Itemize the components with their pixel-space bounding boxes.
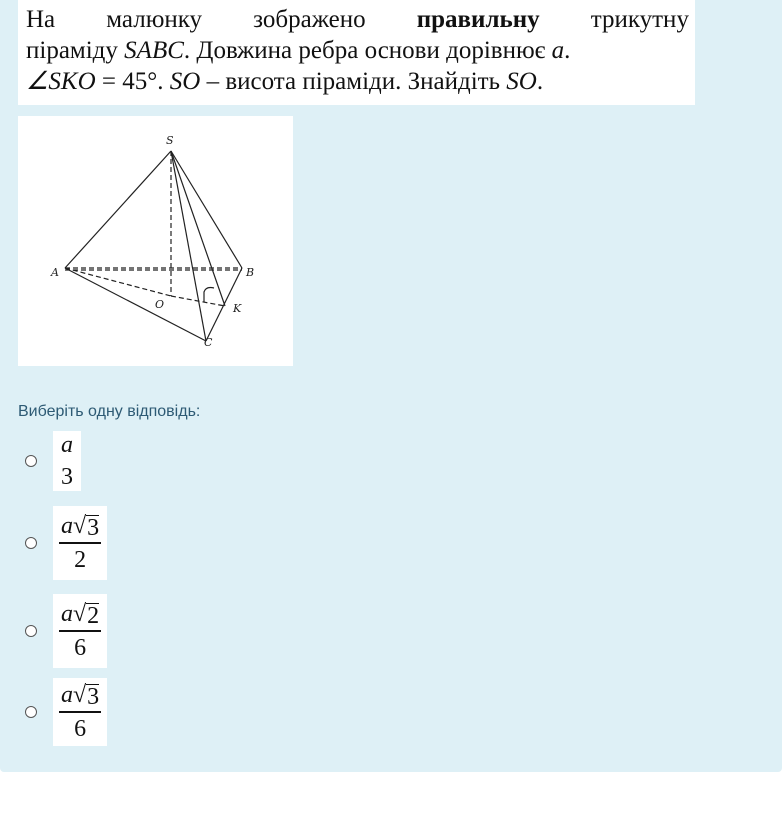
pyramid-diagram bbox=[18, 116, 293, 366]
edge-ac bbox=[65, 268, 206, 341]
label-o: O bbox=[155, 298, 165, 311]
label-b: B bbox=[246, 266, 255, 279]
answer-option-3[interactable] bbox=[25, 594, 107, 668]
label-k: K bbox=[233, 302, 242, 315]
question-text bbox=[18, 0, 695, 105]
label-a: A bbox=[51, 266, 59, 279]
radio-button[interactable] bbox=[25, 625, 37, 637]
word-bold: правильну bbox=[416, 6, 540, 33]
numerator-variable: a bbox=[61, 682, 73, 709]
numerator-variable: a bbox=[61, 513, 73, 540]
fraction-bar bbox=[59, 630, 101, 632]
numerator: a bbox=[61, 432, 73, 458]
label-s: S bbox=[166, 134, 174, 147]
answer-option-4[interactable] bbox=[25, 678, 107, 746]
text: . Довжина ребра основи дорівнює bbox=[183, 37, 552, 64]
word: зображено bbox=[253, 6, 366, 33]
answer-option-2[interactable] bbox=[25, 506, 107, 580]
word: малюнку bbox=[106, 6, 203, 33]
radio-button[interactable] bbox=[25, 537, 37, 549]
angle: ∠SKO bbox=[26, 68, 96, 95]
question-line-2 bbox=[26, 35, 689, 66]
fraction bbox=[53, 431, 81, 491]
edge-sk bbox=[171, 151, 225, 306]
pyramid-figure bbox=[18, 116, 293, 366]
denominator: 2 bbox=[74, 546, 87, 573]
fraction bbox=[53, 678, 107, 746]
word: трикутну bbox=[590, 6, 689, 33]
text: піраміду bbox=[26, 37, 125, 64]
radicand: 3 bbox=[87, 684, 100, 711]
square-root: √ 3 bbox=[73, 513, 100, 542]
question-line-3 bbox=[26, 66, 689, 97]
radicand: 3 bbox=[87, 515, 100, 542]
answer-option-1[interactable] bbox=[25, 431, 81, 491]
segment-so: SO bbox=[506, 68, 537, 95]
denominator: 6 bbox=[74, 634, 87, 661]
text: . bbox=[536, 68, 544, 95]
fraction bbox=[53, 594, 107, 668]
radio-button[interactable] bbox=[25, 706, 37, 718]
denominator: 6 bbox=[74, 715, 87, 742]
segment-ao bbox=[65, 268, 171, 296]
fraction-bar bbox=[59, 711, 101, 713]
denominator: 3 bbox=[61, 464, 73, 490]
word: На bbox=[26, 6, 56, 33]
variable-a: a bbox=[551, 37, 565, 64]
radio-button[interactable] bbox=[25, 455, 37, 467]
right-angle-mark bbox=[204, 288, 214, 303]
segment-so: SO bbox=[169, 68, 201, 95]
fraction-bar bbox=[59, 542, 101, 544]
text: = 45°. bbox=[95, 68, 170, 95]
answer-prompt: Виберіть одну відповідь: bbox=[18, 403, 201, 420]
pyramid-name: SABC bbox=[124, 37, 184, 64]
square-root: √ 2 bbox=[73, 601, 100, 630]
question-line-1 bbox=[26, 4, 689, 35]
edge-sa bbox=[65, 151, 171, 268]
text: – висота піраміди. Знайдіть bbox=[200, 68, 507, 95]
text: . bbox=[564, 37, 571, 64]
label-c: C bbox=[204, 336, 213, 349]
radicand: 2 bbox=[87, 603, 100, 630]
square-root: √ 3 bbox=[73, 682, 100, 711]
fraction bbox=[53, 506, 107, 580]
numerator-variable: a bbox=[61, 601, 73, 628]
